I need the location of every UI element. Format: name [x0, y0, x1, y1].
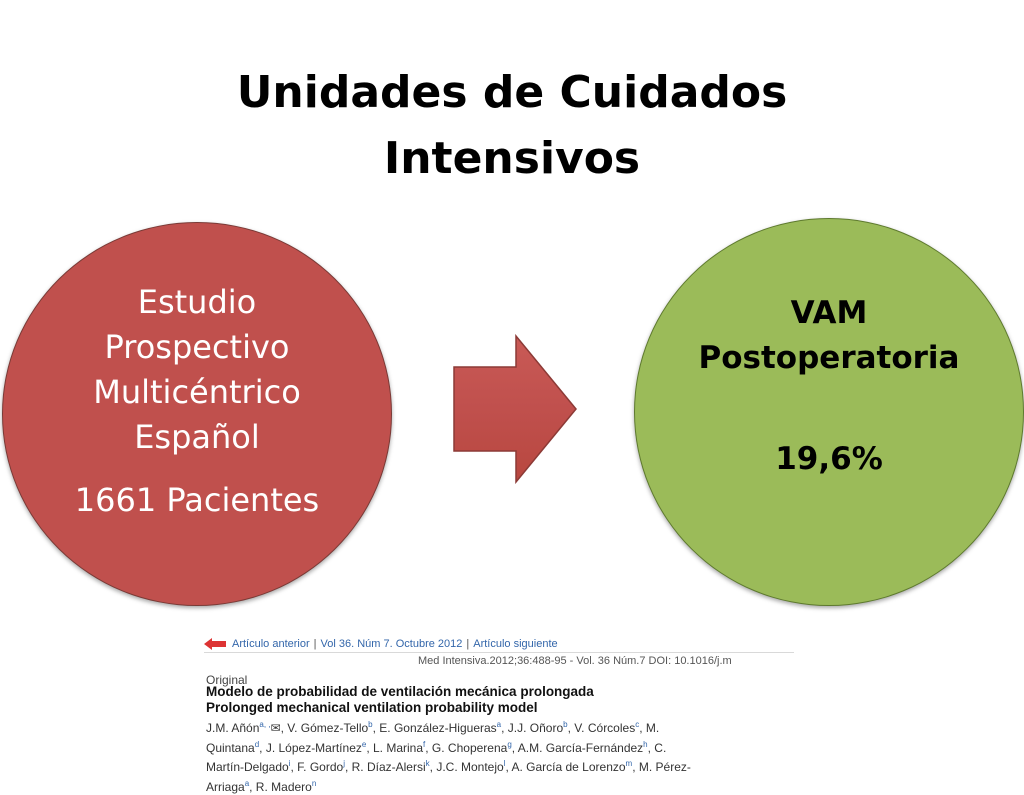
author-name[interactable]: Quintana — [206, 741, 255, 755]
outcome-label-line: VAM — [699, 291, 960, 336]
author-name[interactable]: Arriaga — [206, 780, 245, 794]
author-name[interactable]: , L. Marina — [366, 741, 423, 755]
author-name[interactable]: , A. García de Lorenzo — [505, 760, 625, 774]
study-line: Prospectivo — [93, 325, 301, 370]
outcome-percent: 19,6% — [775, 437, 883, 482]
affiliation-mark: l — [504, 759, 506, 768]
article-type: Original — [206, 673, 247, 687]
article-authors — [206, 717, 796, 795]
affiliation-mark: h — [643, 740, 647, 749]
affiliation-mark: a — [245, 779, 249, 788]
affiliation-mark: d — [255, 740, 259, 749]
affiliation-mark: a, , — [259, 720, 270, 729]
author-name[interactable]: , R. Díaz-Alersi — [345, 760, 426, 774]
study-line: Multicéntrico — [93, 370, 301, 415]
author-name[interactable]: , F. Gordo — [291, 760, 344, 774]
affiliation-mark: e — [362, 740, 366, 749]
affiliation-mark: b — [368, 720, 372, 729]
author-name[interactable]: , G. Choperena — [425, 741, 507, 755]
slide-title-line-2: Intensivos — [0, 126, 1024, 192]
author-name[interactable]: , J. López-Martínez — [259, 741, 362, 755]
authors-line — [206, 756, 796, 776]
article-title-es: Modelo de probabilidad de ventilación mecánica prolongada — [206, 684, 594, 699]
affiliation-mark: a — [497, 720, 501, 729]
outcome-circle — [634, 218, 1024, 606]
authors-line — [206, 776, 796, 795]
nav-separator: | — [314, 638, 317, 650]
affiliation-mark: f — [423, 740, 425, 749]
author-name[interactable]: , R. Madero — [249, 780, 312, 794]
author-name[interactable]: Martín-Delgado — [206, 760, 289, 774]
right-block-arrow-icon — [452, 334, 578, 484]
author-name[interactable]: , V. Gómez-Tello — [281, 721, 369, 735]
outcome-label — [699, 291, 960, 381]
authors-line — [206, 737, 796, 757]
mail-icon[interactable]: ✉ — [271, 721, 281, 735]
article-citation — [198, 633, 798, 768]
next-article-link[interactable]: Artículo siguiente — [473, 638, 557, 650]
affiliation-mark: j — [343, 759, 345, 768]
study-description — [93, 280, 301, 460]
patients-count: 1661 Pacientes — [75, 478, 319, 523]
issue-link[interactable]: Vol 36. Núm 7. Octubre 2012 — [321, 638, 463, 650]
study-circle — [2, 222, 392, 606]
article-reference: Med Intensiva.2012;36:488-95 - Vol. 36 Núm.7 DOI: 10.1016/j.m — [418, 655, 732, 667]
author-name[interactable]: , M. Pérez- — [632, 760, 691, 774]
author-name[interactable]: , M. — [639, 721, 659, 735]
author-name[interactable]: , E. González-Higueras — [373, 721, 497, 735]
article-title-en: Prolonged mechanical ventilation probability model — [206, 700, 538, 715]
outcome-label-line: Postoperatoria — [699, 336, 960, 381]
slide-title — [0, 60, 1024, 192]
back-arrow-icon[interactable] — [204, 638, 226, 650]
author-name[interactable]: , J.J. Oñoro — [501, 721, 563, 735]
authors-line — [206, 717, 796, 737]
study-line: Estudio — [93, 280, 301, 325]
affiliation-mark: n — [312, 779, 316, 788]
slide-title-line-1: Unidades de Cuidados — [0, 60, 1024, 126]
affiliation-mark: g — [507, 740, 511, 749]
author-name[interactable]: , C. — [648, 741, 667, 755]
affiliation-mark: c — [635, 720, 639, 729]
author-name[interactable]: J.M. Añón — [206, 721, 259, 735]
previous-article-link[interactable]: Artículo anterior — [232, 638, 310, 650]
author-name[interactable]: , A.M. García-Fernández — [512, 741, 643, 755]
nav-separator: | — [466, 638, 469, 650]
article-nav — [204, 636, 794, 653]
affiliation-mark: i — [289, 759, 291, 768]
study-line: Español — [93, 415, 301, 460]
affiliation-mark: k — [426, 759, 430, 768]
affiliation-mark: b — [563, 720, 567, 729]
affiliation-mark: m — [626, 759, 633, 768]
author-name[interactable]: , V. Córcoles — [568, 721, 636, 735]
author-name[interactable]: , J.C. Montejo — [430, 760, 504, 774]
